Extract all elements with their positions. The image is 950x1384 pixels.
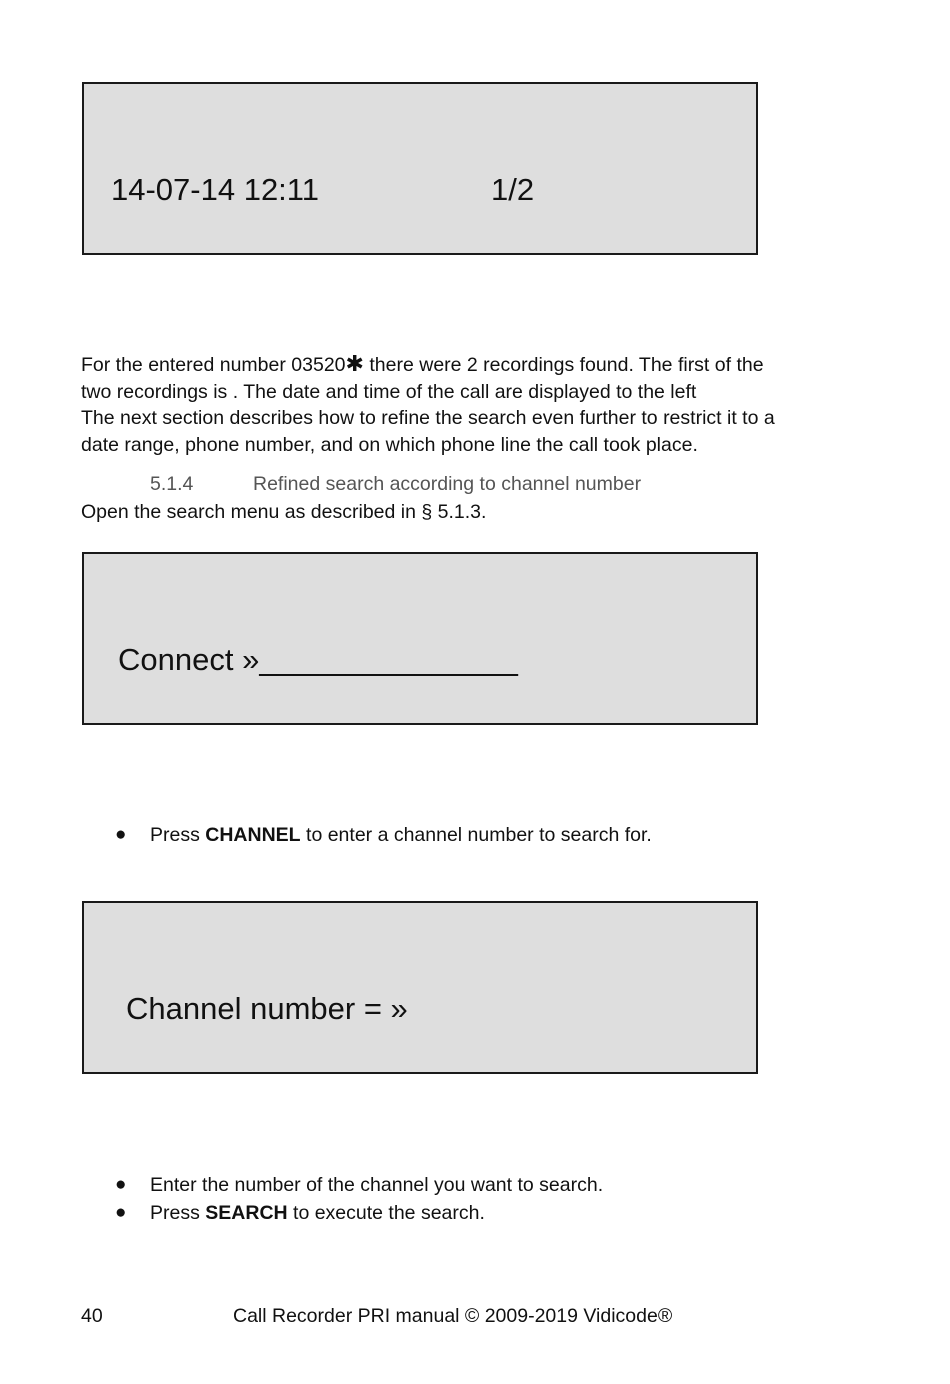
key-channel: CHANNEL <box>205 824 301 846</box>
lcd-counter: 1/2 <box>491 172 535 207</box>
intro-line-4: date range, phone number, and on which phone line the call took place. <box>81 433 698 456</box>
lcd-display-recording <box>82 82 758 255</box>
intro-line-2: two recordings is . The date and time of the call are displayed to the left <box>81 380 697 403</box>
list-item: ● Enter the number of the channel you want to search. <box>0 1171 603 1199</box>
section-title: Refined search according to channel number <box>253 473 642 495</box>
list-item: ● Press CHANNEL to enter a channel number to search for. <box>0 821 652 849</box>
lcd-channel-text: Channel number = » <box>126 991 408 1026</box>
intro-paragraph <box>81 351 775 458</box>
intro-line-1: For the entered number 03520✱ there were 2 recordings found. The first of the <box>81 351 764 376</box>
intro-line-3: The next section describes how to refine the search even further to restrict it to a <box>81 407 775 429</box>
lcd-display-connect <box>82 552 758 725</box>
open-menu-text: Open the search menu as described in § 5.1.3. <box>81 501 487 523</box>
asterisk-icon: ✱ <box>345 351 364 376</box>
page-number: 40 <box>81 1305 103 1327</box>
section-number: 5.1.4 <box>150 473 194 495</box>
list-item: ● Press SEARCH to execute the search. <box>0 1199 603 1227</box>
lcd-datetime: 14-07-14 12:11 <box>111 172 319 207</box>
lcd-connect-text: Connect »_______________ <box>118 642 518 677</box>
footer-text: Call Recorder PRI manual © 2009-2019 Vidicode® <box>233 1305 673 1327</box>
key-search: SEARCH <box>205 1202 288 1224</box>
bullet-icon: ● <box>115 1202 127 1223</box>
instruction-list-2 <box>0 1171 603 1227</box>
instruction-list-1 <box>0 821 652 849</box>
bullet-icon: ● <box>115 1174 127 1195</box>
bullet-icon: ● <box>115 824 127 845</box>
lcd-display-channel <box>82 901 758 1074</box>
